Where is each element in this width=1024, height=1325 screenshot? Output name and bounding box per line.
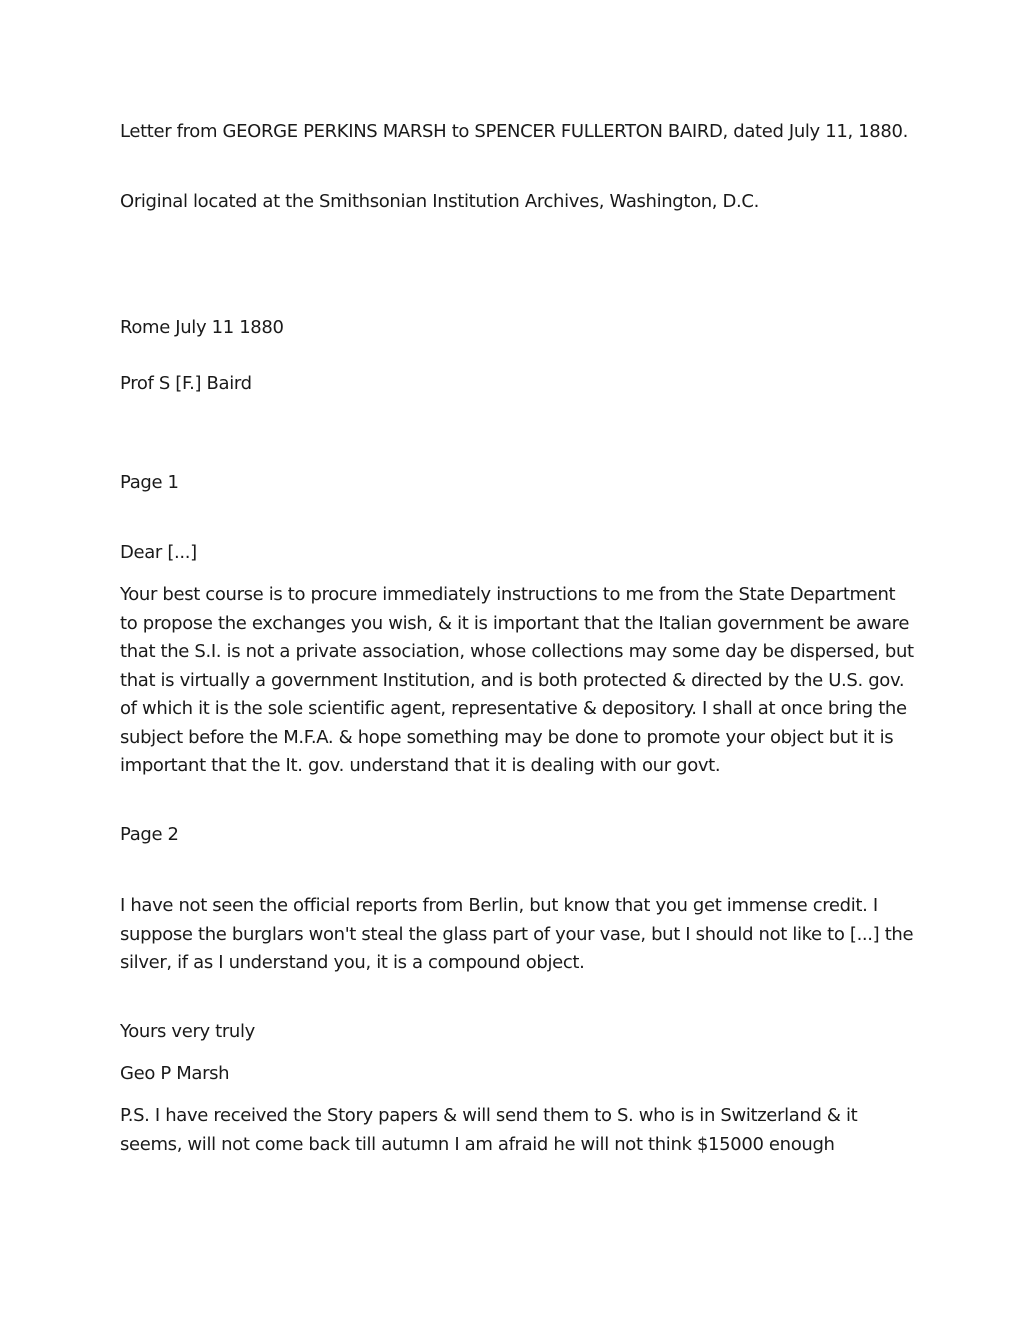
page-2-label: Page 2 (120, 824, 179, 845)
dateline: Rome July 11 1880 (120, 317, 284, 338)
signature: Geo P Marsh (120, 1063, 230, 1084)
salutation: Dear [...] (120, 542, 197, 563)
paragraph-1: Your best course is to procure immediately instructions to me from the State Department to propose the exchanges you wish, & it is important that the Italian government be aware that the S.I. is not a private association, whose collections may some day be dispersed, but that is virtually a government Institution, and is both protected & directed by the U.S. gov. of which it is the sole scientific agent, representative & depository. I shall at once bring the subject before the M.F.A. & hope something may be done to promote your object but it is important that the It. gov. understand that it is dealing with our govt. (120, 584, 914, 776)
closing: Yours very truly (120, 1021, 255, 1042)
postscript: P.S. I have received the Story papers & will send them to S. who is in Switzerland & it seems, will not come back till autumn I am afraid he will not think $15000 enough (120, 1105, 858, 1155)
addressee: Prof S [F.] Baird (120, 373, 252, 394)
header-line: Letter from GEORGE PERKINS MARSH to SPENCER FULLERTON BAIRD, dated July 11, 1880. (120, 121, 908, 142)
page-1-label: Page 1 (120, 472, 179, 493)
source-line: Original located at the Smithsonian Institution Archives, Washington, D.C. (120, 191, 760, 212)
paragraph-2: I have not seen the official reports from Berlin, but know that you get immense credit. I suppose the burglars won't steal the glass part of your vase, but I should not like to [...] the silver, if as I understand you, it is a compound object. (120, 895, 914, 973)
